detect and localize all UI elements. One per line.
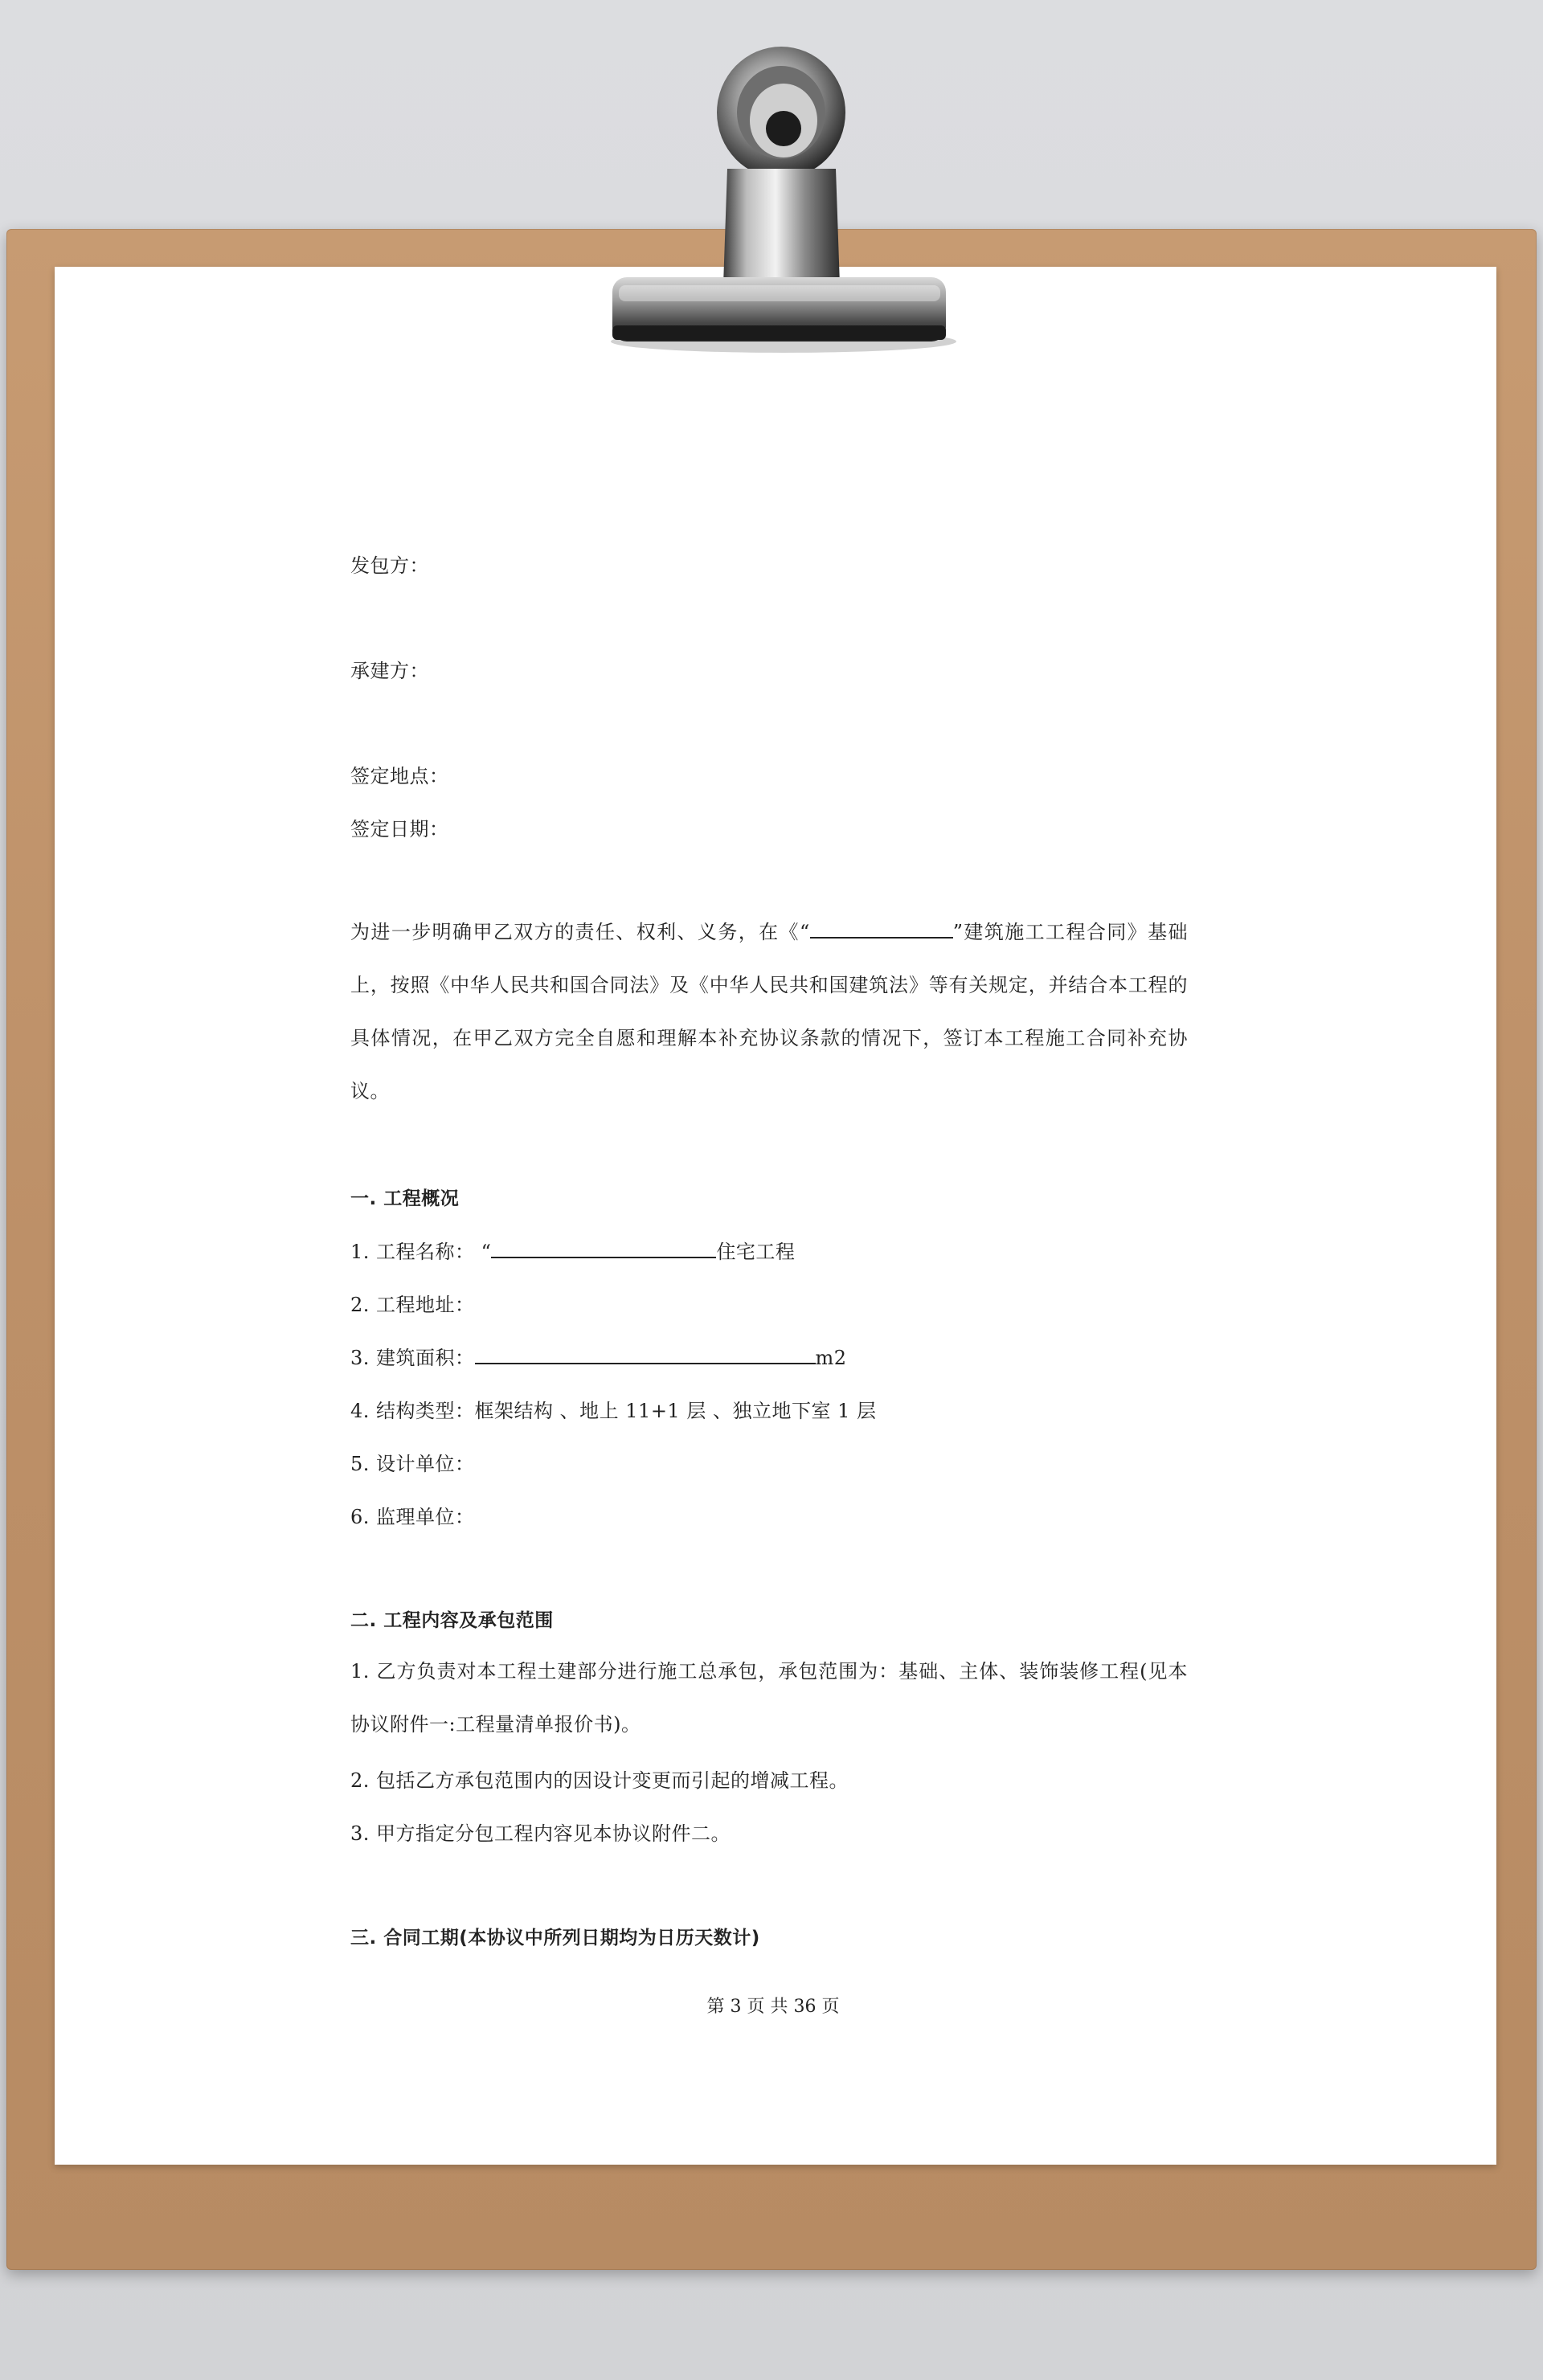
intro-paragraph (350, 906, 1188, 1118)
building-area-blank (475, 1345, 816, 1364)
supervision-unit-line: 6. 监理单位： (350, 1506, 475, 1528)
document-page (55, 267, 1496, 2165)
building-area-suffix: m2 (815, 1347, 847, 1369)
contract-name-blank (810, 919, 953, 939)
project-name-prefix: 1. 工程名称： “ (350, 1241, 492, 1263)
employer-label: 发包方： (350, 554, 429, 577)
project-name-suffix: 住宅工程 (716, 1241, 796, 1263)
project-name-blank (491, 1239, 716, 1258)
section2-item1: 1. 乙方负责对本工程土建部分进行施工总承包，承包范围为：基础、主体、装饰装修工程(见本协议附件一:工程量清单报价书)。 (350, 1660, 1188, 1736)
section1-title: 一. 工程概况 (350, 1188, 460, 1209)
structure-type-line: 4. 结构类型：框架结构 、地上 11+1 层 、独立地下室 1 层 (350, 1400, 877, 1422)
section2-item3: 3. 甲方指定分包工程内容见本协议附件二。 (350, 1822, 731, 1845)
section2-title: 二. 工程内容及承包范围 (350, 1610, 554, 1631)
page-number-footer: 第 3 页 共 36 页 (706, 1997, 840, 2017)
intro-part2: ”建筑施工工程合同》基础上，按照《中华人民共和国合同法》及《中华人民共和国建筑法》等有关规定，并结合本工程的具体情况，在甲乙双方完全自愿和理解本补充协议条款的情况下，签订本工程施工合同补充协议。 (350, 921, 1188, 1102)
signing-date-label: 签定日期： (350, 818, 449, 840)
project-name-line (350, 1236, 795, 1264)
section2-item2: 2. 包括乙方承包范围内的因设计变更而引起的增减工程。 (350, 1769, 849, 1792)
contractor-label: 承建方： (350, 660, 429, 682)
project-address-line: 2. 工程地址： (350, 1294, 475, 1316)
signing-place-label: 签定地点： (350, 765, 449, 787)
intro-part1: 为进一步明确甲乙双方的责任、权利、义务，在《“ (350, 921, 810, 943)
section3-title: 三. 合同工期(本协议中所列日期均为日历天数计) (350, 1928, 760, 1949)
building-area-line (350, 1342, 847, 1370)
design-unit-line: 5. 设计单位： (350, 1453, 475, 1475)
building-area-prefix: 3. 建筑面积： (350, 1347, 475, 1369)
